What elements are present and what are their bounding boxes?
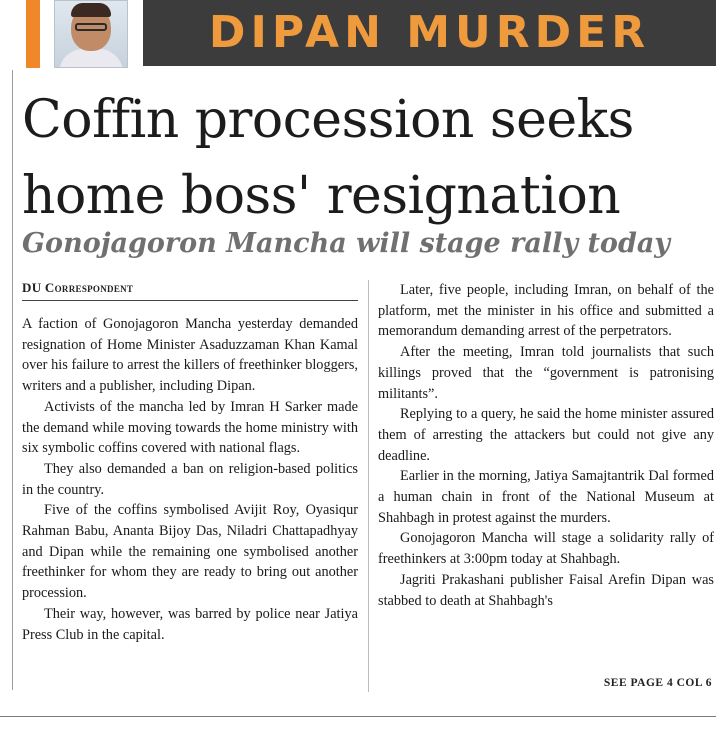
byline-text: DU Correspondent	[22, 280, 134, 295]
column-divider	[368, 280, 369, 692]
article-column-left	[22, 314, 358, 645]
headline	[22, 82, 716, 234]
paragraph: Jagriti Prakashani publisher Faisal Arefin Dipan was stabbed to death at Shahbagh's	[378, 571, 714, 609]
paragraph: Gonojagoron Mancha will stage a solidarity rally of freethinkers at 3:00pm today at Shahbagh.	[378, 530, 714, 568]
author-portrait-photo	[54, 0, 128, 68]
article-column-right	[378, 280, 714, 611]
paragraph: They also demanded a ban on religion-based politics in the country.	[22, 460, 358, 498]
paragraph: Activists of the mancha led by Imran H Sarker made the demand while moving towards the home ministry with six symbolic coffins covered with national flags.	[22, 398, 358, 457]
paragraph: Their way, however, was barred by police near Jatiya Press Club in the capital.	[22, 605, 358, 643]
byline	[22, 280, 358, 296]
headline-line-2: home boss' resignation	[22, 166, 621, 226]
accent-strip	[26, 0, 40, 68]
paragraph: Five of the coffins symbolised Avijit Roy, Oyasiqur Rahman Babu, Ananta Bijoy Das, Niladri Chattapadhyay and Dipan while the remaining one symbolised another freethinker for whom they are ready to bring out another procession.	[22, 502, 358, 602]
paragraph: Later, five people, including Imran, on behalf of the platform, met the minister in his office and submitted a memorandum demanding arrest of the perpetrators.	[378, 282, 714, 340]
headline-line-1: Coffin procession seeks	[22, 90, 634, 150]
paragraph: Earlier in the morning, Jatiya Samajtantrik Dal formed a human chain in front of the National Museum at Shahbagh in protest against the murders.	[378, 468, 714, 526]
section-banner: DIPAN MURDER	[143, 0, 716, 66]
bottom-rule	[0, 716, 716, 717]
jump-line[interactable]: SEE PAGE 4 COL 6	[603, 677, 712, 689]
subheadline: Gonojagoron Mancha will stage rally today	[22, 228, 670, 259]
paragraph: After the meeting, Imran told journalists that such killings proved that the “government is patronising militants”.	[378, 344, 714, 402]
left-margin-rule	[12, 70, 13, 690]
paragraph: Replying to a query, he said the home minister assured them of arresting the attackers but could not give any deadline.	[378, 406, 714, 464]
byline-rule	[22, 300, 358, 301]
paragraph: A faction of Gonojagoron Mancha yesterday demanded resignation of Home Minister Asaduzzaman Khan Kamal over his failure to arrest the killers of freethinker bloggers, writers and a publisher, including Dipan.	[22, 316, 358, 395]
